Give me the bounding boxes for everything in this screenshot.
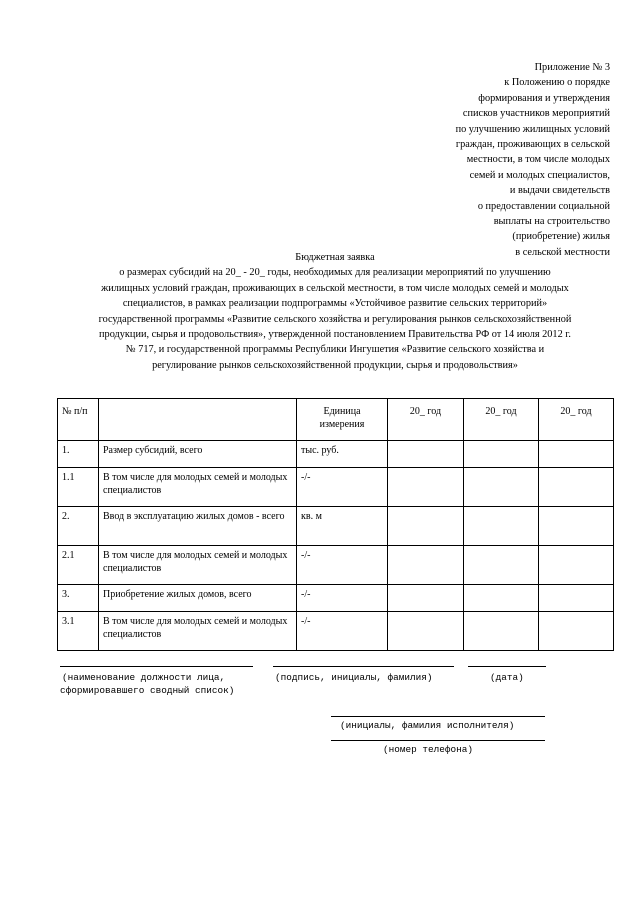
table-row [58, 441, 614, 468]
row-unit: тыс. руб. [297, 441, 388, 468]
header-cell: 20_ год [539, 399, 614, 441]
appendix-line: списков участников мероприятий [462, 108, 610, 120]
row-number: 1. [58, 441, 99, 468]
appendix-line: формирования и утверждения [478, 92, 610, 104]
row-number: 2. [58, 507, 99, 546]
table-row [58, 468, 614, 507]
heading-line: о размерах субсидий на 20_ - 20_ годы, необходимых для реализации мероприятий по улучшению [119, 267, 551, 279]
executor-caption: (инициалы, фамилия исполнителя) [340, 720, 515, 731]
year-cell [388, 441, 464, 468]
signature-rule [273, 666, 454, 667]
budget-table [57, 398, 614, 651]
appendix-line: местности, в том числе молодых [466, 154, 610, 166]
appendix-line: и выдачи свидетельств [509, 185, 610, 197]
year-cell [539, 585, 614, 612]
year-cell [388, 468, 464, 507]
row-unit: -/- [297, 585, 388, 612]
row-number: 2.1 [58, 546, 99, 585]
table-row [58, 507, 614, 546]
row-unit: кв. м [297, 507, 388, 546]
appendix-line: к Положению о порядке [504, 77, 610, 89]
appendix-line: о предоставлении социальной [477, 200, 610, 212]
appendix-line: выплаты на строительство [493, 216, 610, 228]
row-number: 1.1 [58, 468, 99, 507]
heading-line: № 717, и государственной программы Республики Ингушетия «Развитие сельского хозяйства и [125, 344, 545, 356]
heading-line: регулирование рынков сельскохозяйственной продукции, сырья и продовольствия» [152, 359, 518, 371]
phone-rule [331, 740, 545, 741]
appendix-line: (приобретение) жилья [512, 231, 610, 243]
row-name: Приобретение жилых домов, всего [99, 585, 297, 612]
phone-caption: (номер телефона) [383, 744, 474, 755]
row-unit: -/- [297, 612, 388, 651]
heading-line: продукции, сырья и продовольствия», утвержденной постановлением Правительства РФ от 14 июля 2012 г. [99, 329, 571, 341]
row-name: Ввод в эксплуатацию жилых домов - всего [99, 507, 297, 546]
year-cell [464, 612, 539, 651]
row-name: Размер субсидий, всего [99, 441, 297, 468]
document-title: Бюджетная заявка [295, 252, 375, 263]
appendix-line: в сельской местности [515, 246, 610, 258]
year-cell [539, 441, 614, 468]
year-cell [388, 585, 464, 612]
row-name: В том числе для молодых семей и молодых специалистов [99, 612, 297, 651]
position-caption-2: сформировавшего сводный список) [60, 685, 235, 696]
year-cell [388, 546, 464, 585]
position-rule [60, 666, 253, 667]
header-cell [99, 399, 297, 441]
appendix-line: по улучшению жилищных условий [455, 123, 610, 135]
year-cell [539, 546, 614, 585]
heading-line: жилищных условий граждан, проживающих в сельской местности, в том числе молодых семей и молодых [101, 282, 569, 294]
row-number: 3. [58, 585, 99, 612]
year-cell [464, 585, 539, 612]
row-unit: -/- [297, 546, 388, 585]
appendix-line: граждан, проживающих в сельской [455, 139, 610, 151]
header-cell: 20_ год [464, 399, 539, 441]
year-cell [388, 507, 464, 546]
signature-caption: (подпись, инициалы, фамилия) [275, 672, 433, 683]
position-caption-1: (наименование должности лица, [62, 672, 226, 683]
row-name: В том числе для молодых семей и молодых специалистов [99, 468, 297, 507]
heading-line: специалистов, в рамках реализации подпрограммы «Устойчивое развитие сельских территорий» [122, 298, 548, 310]
header-cell: № п/п [58, 399, 99, 441]
year-cell [464, 468, 539, 507]
appendix-block [370, 60, 610, 260]
table-row [58, 546, 614, 585]
date-caption: (дата) [490, 672, 524, 683]
row-number: 3.1 [58, 612, 99, 651]
date-rule [468, 666, 546, 667]
header-cell: 20_ год [388, 399, 464, 441]
appendix-line: Приложение № 3 [534, 62, 610, 73]
year-cell [388, 612, 464, 651]
row-unit: -/- [297, 468, 388, 507]
heading-line: государственной программы «Развитие сельского хозяйства и регулирования рынков сельскохозяйственной [98, 313, 572, 325]
appendix-line: семей и молодых специалистов, [469, 169, 610, 181]
year-cell [464, 441, 539, 468]
year-cell [464, 546, 539, 585]
year-cell [464, 507, 539, 546]
year-cell [539, 612, 614, 651]
table-row [58, 585, 614, 612]
table-header-row [58, 399, 614, 441]
year-cell [539, 468, 614, 507]
year-cell [539, 507, 614, 546]
header-cell: Единица измерения [297, 399, 388, 441]
document-heading [60, 250, 610, 373]
executor-rule [331, 716, 545, 717]
row-name: В том числе для молодых семей и молодых специалистов [99, 546, 297, 585]
table-row [58, 612, 614, 651]
